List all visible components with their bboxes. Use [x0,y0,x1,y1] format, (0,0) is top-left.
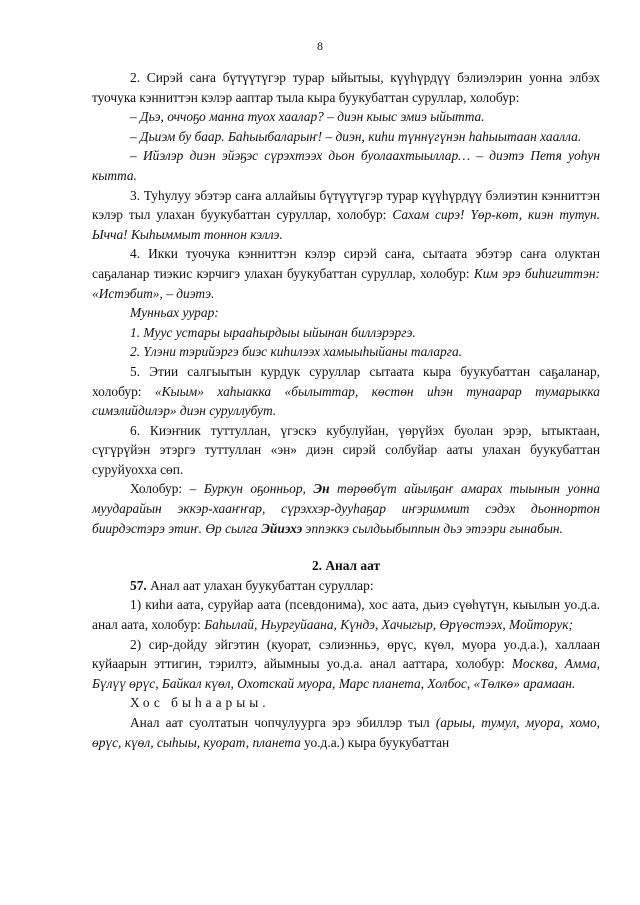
text-run: Баһылай, Ньургуйаана, Күндэ, Хачыгыр, Өрүөстээх, Мойторук; [204,617,573,633]
text-run: Сахам сирэ! Үөр-көт, киэн тутун. Ычча! Кыһыммыт тоннон кэллэ. [92,207,600,242]
section-heading [92,556,600,576]
text-run: 1. Муус устары ырааһырдыы ыйынан биллэрэргэ. [130,324,416,340]
paragraph [92,635,600,694]
text-run: Анал аат улахан буукубаттан суруллар: [146,577,374,593]
paragraph [92,713,600,752]
text-run: Холобур: – [130,481,204,497]
paragraph [92,576,600,596]
paragraph [92,127,600,147]
paragraph [92,303,600,323]
text-run: Эн [313,481,330,497]
text-run: 2. Сирэй саҥа бүтүүтүгэр турар ыйытыы, күүһүрдүү бэлиэлэрин уонна элбэх туочука кэнниттэн кэлэр ааптар тыла кыра буукубаттан суруллар, холобур: [92,70,600,105]
text-run: 2) сир-дойду эйгэтин (куорат, сэлиэнньэ, өрүс, күөл, муора уо.д.а.), халлаан куйаарын эттигин, тэрилтэ, айымныы уо.д.а. анал ааттара, холобур: [92,636,600,672]
paragraph [92,421,600,480]
paragraph [92,362,600,421]
text-run: 1) киһи аата, суруйар аата (псевдонима), хос аата, дьиэ сүөһүтүн, кыылын уо.д.а. анал аата, холобур: [92,597,600,633]
text-run: 2. Үлэни тэрийэргэ биэс киһилээх хамыыһыйаны таларга. [130,344,463,360]
text-run: Москва, Амма, Бүлүү өрүс, Байкал күөл, Охотскай муора, Марс планета, Холбос, «Төлкө» арамаан. [92,656,600,691]
text-run: 57. [130,577,147,593]
paragraph [92,244,600,303]
text-run: – Дьиэм бу баар. Баһыыбаларыҥ! – диэн, киһи түннүгүнэн һаһыытаан хаалла. [130,128,582,144]
text-run: төрөөбүт айылҕаҥ амарах тыынын уонна муударайын эккэр-хааҥҥар, сүрэххэр-дууһаҕар иҥэриммит сэдэх дьоннортон биирдэстэрэ этиҥ. Өр сылга [92,481,600,536]
text-run: Эйиэхэ [261,520,303,536]
text-run: 2. Анал аат [311,558,381,574]
text-run: уо.д.а.) кыра буукубаттан [300,734,450,750]
text-run: 5. Этии салгыытын курдук суруллар сытаата кыра буукубаттан саҕаланар, холобур: [92,363,600,399]
paragraph [92,479,600,538]
paragraph [92,146,600,185]
document-body [92,68,600,752]
text-run: 3. Туһулуу эбэтэр саҥа аллайыы бүтүүтүгэр турар күүһүрдүү бэлиэтин кэнниттэн кэлэр тыл улахан буукубаттан суруллар, холобур: [92,187,600,223]
text-run: Анал аат суолтатын чопчулуурга эрэ эбиллэр тыл [130,715,436,730]
text-run: «Кыым» хаһыакка «былыттар, көстөн иһэн тунаарар тумарыкка симэлийдилэр» диэн суруллубут. [92,383,600,419]
paragraph [92,107,600,127]
page-number: 8 [317,39,323,53]
text-run: Мунньах уурар: [130,305,219,321]
text-run: Буркун оҕонньор, [203,481,314,497]
text-run: эппэккэ сылдьыбыппын дьэ этээри гынабын. [302,520,563,536]
text-run: 6. Киэҥник туттуллан, үгэскэ кубулуйан, үөрүйэх буолан эрэр, ытыктаан, сүгүрүйэн этэргэ туттуллан «эн» диэн сирэй солбуйар ааты улахан буукубаттан суруйуохха сөп. [92,422,600,477]
text-run: – Дьэ, оччоҕо манна туох хаалар? – диэн кыыс эмиэ ыйытта. [130,109,485,125]
text-run: 4. Икки туочука кэнниттэн кэлэр сирэй саҥа, сытаата эбэтэр саҥа олуктан саҕаланар тиэкис кэрчигэ улахан буукубаттан суруллар, холобур: [92,246,600,281]
text-run: Ким эрэ биһигиттэн: «Истэбит», – диэтэ. [92,265,600,301]
paragraph [92,693,600,713]
text-run: (арыы, тумул, муора, хомо, өрүс, күөл, сыһыы, куорат, планета [92,715,600,750]
paragraph [92,186,600,245]
paragraph [92,68,600,107]
text-run: Хос быһаарыы. [130,695,270,711]
paragraph [92,323,600,343]
paragraph [92,342,600,362]
text-run: – Ийэлэр диэн эйэҕэс сүрэхтээх дьон буолаахтыыллар… – диэтэ Петя уоһун кытта. [92,148,600,183]
paragraph [92,595,600,634]
